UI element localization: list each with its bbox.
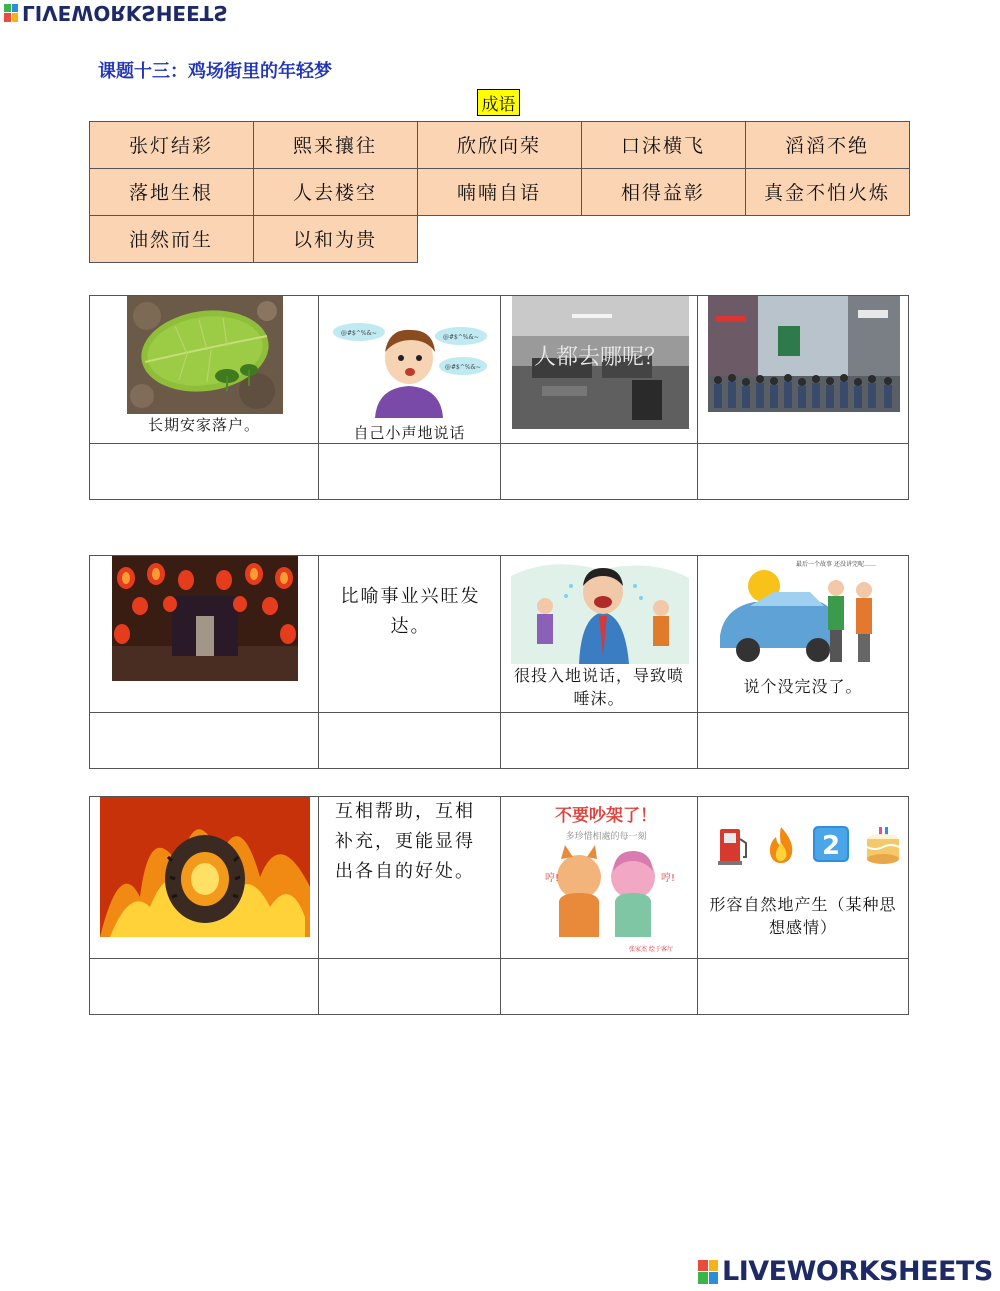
quarrel-title: 不要吵架了！ (555, 806, 657, 826)
idiom-item[interactable]: 滔滔不绝 (745, 121, 910, 169)
logo-squares-icon (698, 1260, 718, 1284)
caption-leaf: 长期安家落户。 (147, 416, 260, 434)
idiom-item[interactable]: 熙来攘往 (253, 121, 418, 169)
idiom-item[interactable]: 落地生根 (89, 168, 254, 216)
quarrel-credit: 张家杰 绘于客厅 (629, 946, 673, 953)
bubble-text: @#$^%&~ (443, 334, 479, 341)
answer-slot[interactable] (501, 444, 698, 500)
bottom-logo-text: LIVEWORKSHEETS (722, 1256, 993, 1287)
logo-squares-icon (4, 4, 18, 22)
exercise-table-3 (89, 796, 909, 1015)
cell-leaf (90, 296, 319, 444)
answer-slot[interactable] (698, 959, 909, 1015)
caption-boy: 自己小声地说话 (353, 424, 466, 442)
top-logo (4, 2, 228, 24)
talking-car-image (714, 556, 894, 670)
answer-slot[interactable] (501, 959, 698, 1015)
bubble-text: @#$^%&~ (445, 364, 481, 371)
lantern-street-image (112, 556, 298, 681)
cell-fire (90, 797, 319, 959)
idiom-item[interactable]: 欣欣向荣 (417, 121, 582, 169)
answer-slot[interactable] (319, 959, 501, 1015)
svg-text:2: 2 (821, 831, 841, 861)
quarrel-cartoon-image (521, 797, 691, 957)
answer-slot[interactable] (90, 713, 319, 769)
burning-tyre-image (100, 797, 310, 937)
idiom-header: 成语 (477, 89, 520, 116)
idiom-item[interactable]: 以和为贵 (253, 215, 418, 263)
bottom-logo (698, 1256, 993, 1287)
idiom-item[interactable]: 张灯结彩 (89, 121, 254, 169)
cell-prosper-def (319, 556, 501, 713)
cell-office (501, 296, 698, 444)
cell-talk (698, 556, 909, 713)
page-title: 课题十三：鸡场街里的年轻梦 (98, 61, 332, 82)
fuel-pump-icon (718, 825, 750, 865)
cell-lanterns (90, 556, 319, 713)
exercise-table-1 (89, 295, 909, 500)
fire-icon (764, 825, 798, 865)
idiom-item[interactable]: 喃喃自语 (417, 168, 582, 216)
answer-slot[interactable] (319, 713, 501, 769)
answer-slot[interactable] (319, 444, 501, 500)
answer-slot[interactable] (698, 713, 909, 769)
exercise-table-2 (89, 555, 909, 769)
idiom-item[interactable]: 人去楼空 (253, 168, 418, 216)
cell-spit (501, 556, 698, 713)
caption-spit: 很投入地说话，导致喷唾沫。 (513, 666, 684, 708)
car-bubble-text: 最后一个故事 还没讲完呢…… (796, 561, 876, 568)
idiom-item[interactable]: 油然而生 (89, 215, 254, 263)
cell-boy (319, 296, 501, 444)
top-logo-text: LIVEWORKSHEETS (22, 1, 228, 25)
leaf-image (127, 296, 283, 414)
office-overlay-text: 人都去哪呢？ (533, 345, 667, 370)
idiom-item[interactable]: 真金不怕火炼 (745, 168, 910, 216)
idiom-item[interactable]: 口沫横飞 (581, 121, 746, 169)
cell-arise (698, 797, 909, 959)
definition-prosper: 比喻事业兴旺发达。 (340, 586, 481, 637)
empty-office-image (512, 296, 689, 429)
bubble-text: @#$^%&~ (341, 330, 377, 337)
definition-complement: 互相帮助，互相补充，更能显得出各自的好处。 (335, 801, 475, 882)
answer-slot[interactable] (501, 713, 698, 769)
spitting-speaker-image (511, 556, 689, 664)
answer-slot[interactable] (90, 444, 319, 500)
crowded-street-image (708, 296, 900, 412)
number-two-icon (812, 825, 850, 863)
cell-quarrel (501, 797, 698, 959)
emoji-row (718, 825, 902, 865)
answer-slot[interactable] (698, 444, 909, 500)
idiom-item[interactable]: 相得益彰 (581, 168, 746, 216)
idiom-grid (89, 121, 909, 262)
quarrel-subtitle: 多珍惜相處的每一刻 (565, 832, 647, 842)
whispering-boy-image (331, 318, 489, 418)
answer-slot[interactable] (90, 959, 319, 1015)
svg-text:哼!: 哼! (545, 873, 560, 884)
svg-text:哼!: 哼! (661, 873, 676, 884)
caption-talk: 说个没完没了。 (743, 677, 863, 696)
birthday-cake-icon (864, 825, 902, 865)
cell-street (698, 296, 909, 444)
cell-complement-def (319, 797, 501, 959)
caption-arise: 形容自然地产生（某种思想感情） (709, 895, 897, 937)
